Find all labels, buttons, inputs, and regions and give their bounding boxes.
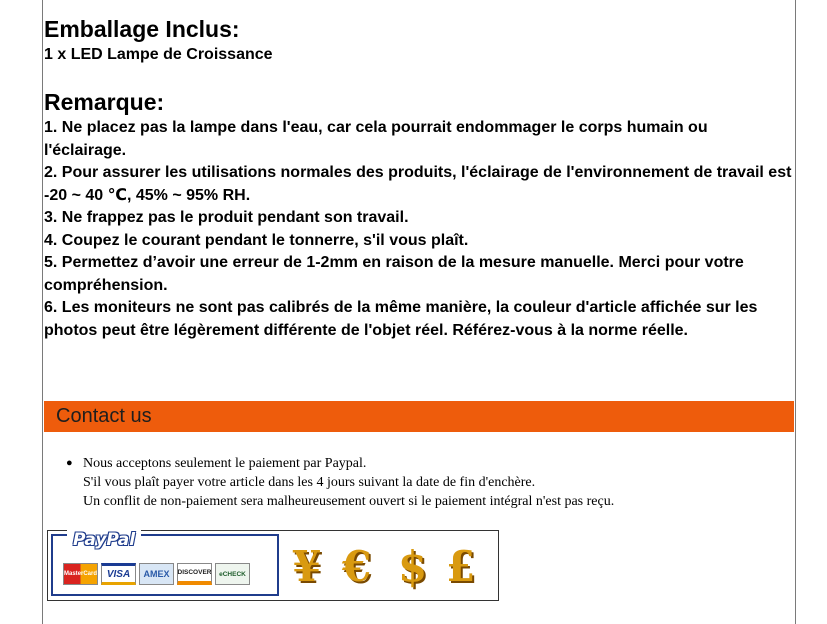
- payment-methods-banner: [47, 530, 499, 601]
- paypal-panel: [51, 530, 279, 596]
- remark-item: 2. Pour assurer les utilisations normales des produits, l'éclairage de l'environnement de travail est -20 ~ 40 ℃, 45% ~ 95% RH.: [44, 164, 792, 204]
- dollar-icon: $: [398, 542, 428, 591]
- card-logos: [63, 563, 250, 585]
- remark-title: Remarque:: [44, 89, 165, 115]
- echeck-icon: eCHECK: [215, 563, 250, 585]
- euro-icon: €: [342, 542, 372, 591]
- package-item: 1 x LED Lampe de Croissance: [44, 46, 273, 63]
- remark-item: 3. Ne frappez pas le produit pendant son travail.: [44, 209, 409, 226]
- paypal-logo: PayPal: [67, 530, 141, 550]
- yen-icon: ¥: [292, 542, 322, 591]
- remark-item: 4. Coupez le courant pendant le tonnerre, s'il vous plaît.: [44, 231, 469, 249]
- payment-note: S'il vous plaît payer votre article dans les 4 jours suivant la date de fin d'enchère.: [83, 475, 536, 490]
- package-title: Emballage Inclus:: [44, 16, 240, 42]
- payment-note: Nous acceptons seulement le paiement par Paypal.: [83, 456, 367, 471]
- contact-us-title: Contact us: [56, 405, 152, 427]
- remark-list: [44, 117, 792, 342]
- pound-icon: £: [446, 542, 476, 591]
- visa-icon: VISA: [101, 563, 136, 585]
- payment-notes: [66, 454, 614, 511]
- remark-item: 1. Ne placez pas la lampe dans l'eau, car cela pourrait endommager le corps humain ou l'éclairage.: [44, 119, 708, 159]
- mastercard-icon: MasterCard: [63, 563, 98, 585]
- amex-icon: AMEX: [139, 563, 174, 585]
- payment-note: Un conflit de non-paiement sera malheureusement ouvert si le paiement intégral n'est pas reçu.: [83, 494, 615, 509]
- contact-us-bar: [44, 401, 794, 432]
- remark-item: 6. Les moniteurs ne sont pas calibrés de la même manière, la couleur d'article affichée sur les photos peut être légèrement différente de l'objet réel. Référez-vous à la norme réelle.: [44, 299, 758, 339]
- remark-item: 5. Permettez d’avoir une erreur de 1-2mm en raison de la mesure manuelle. Merci pour votre compréhension.: [44, 254, 744, 294]
- discover-icon: DISCOVER: [177, 563, 212, 585]
- bullet-icon: ●: [66, 457, 73, 469]
